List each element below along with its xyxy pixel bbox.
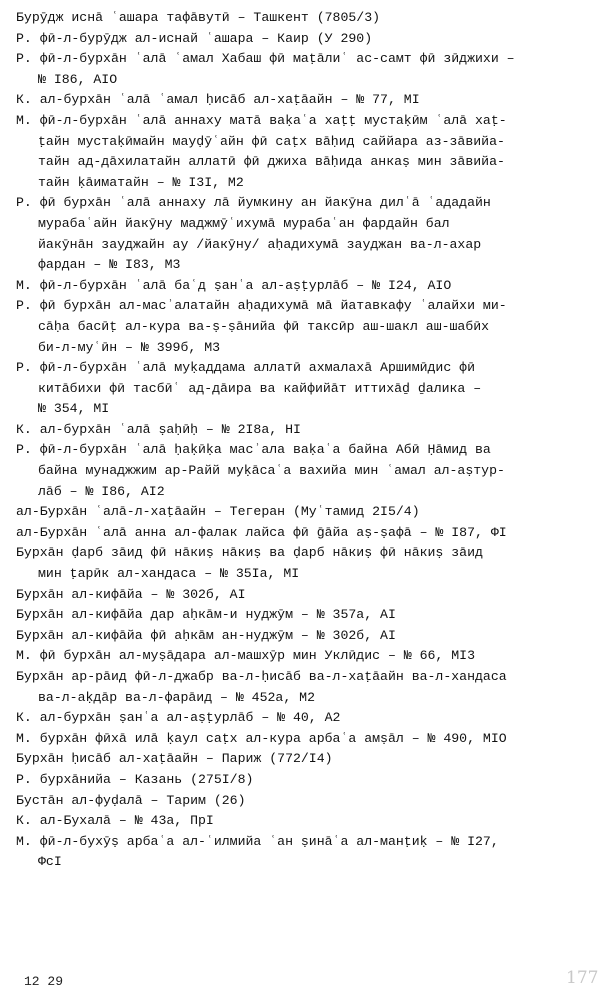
bibliography-entry bbox=[16, 811, 608, 832]
bibliography-entry bbox=[16, 543, 608, 584]
bibliography-entry bbox=[16, 193, 608, 275]
bibliography-entry bbox=[16, 440, 608, 502]
entry-continuation-line: № 354, MI bbox=[38, 401, 110, 417]
entry-line: Бурхāн ал-кифāйа фӣ аḥкāм ан-нуджӯм – № 302б, AI bbox=[16, 627, 396, 643]
entry-line: К. ал-бурхāн ʿалā ṣаḥӣḥ – № 2I8а, HI bbox=[16, 421, 301, 437]
entry-line: Р. фӣ-л-бурхāн ʿалā ʿамал Хабаш фӣ маṭāлиʿ ас-самт фӣ зӣджихи – bbox=[16, 51, 515, 67]
entry-continuation-line: тайн ḳāиматайн – № I3I, M2 bbox=[38, 174, 244, 190]
entry-continuation-line: № I86, AIO bbox=[38, 71, 118, 87]
entry-line: Р. фӣ-л-бурхāн ʿалā муḳаддама аллатӣ ахмалахā Аршимӣдис фӣ bbox=[16, 360, 475, 376]
bibliography-entry bbox=[16, 605, 608, 626]
entry-continuation-line: би-л-муʿӣн – № 399б, M3 bbox=[38, 339, 221, 355]
bibliography-entry bbox=[16, 708, 608, 729]
entry-line: Бустāн ал-фуḍалā – Тарим (26) bbox=[16, 792, 246, 808]
bibliography-entry bbox=[16, 29, 608, 50]
entry-continuation-line: мин ṭарӣк ал-хандаса – № 35Iа, MI bbox=[38, 566, 300, 582]
entry-line: М. фӣ-л-бухӯṣ арбаʿа ал-ʿилмийа ʿан ṣинāʿа ал-манṭиḳ – № I27, bbox=[16, 833, 499, 849]
bibliography-entry bbox=[16, 90, 608, 111]
bibliography-entry bbox=[16, 502, 608, 523]
entry-line: Р. фӣ бурхāн ал-масʾалатайн аḥадихумā мā йатавкафу ʿалайхи ми- bbox=[16, 298, 507, 314]
entry-line: Бурхāн ḥисāб ал-хаṭāайн – Париж (772/I4) bbox=[16, 751, 333, 767]
entry-line: М. фӣ бурхāн ал-муṣāдара ал-машхӯр мин Уклӣдис – № 66, MI3 bbox=[16, 648, 475, 664]
bibliography-entries bbox=[16, 8, 608, 873]
entry-line: Р. фӣ-л-бурӯдж ал-иснай ʿашара – Каир (У 290) bbox=[16, 30, 373, 46]
entry-line: К. ал-бурхāн ʿалā ʿамал ḥисāб ал-хаṭāайн – № 77, MI bbox=[16, 92, 420, 108]
bibliography-entry bbox=[16, 358, 608, 420]
bibliography-entry bbox=[16, 276, 608, 297]
bibliography-entry bbox=[16, 8, 608, 29]
bibliography-entry bbox=[16, 770, 608, 791]
entry-continuation-line: ṭайн мустаḳӣмайн мауḍӯʿайн фӣ саṭх вāḥид саййара аз-зāвийа- bbox=[38, 133, 505, 149]
bibliography-entry bbox=[16, 523, 608, 544]
bibliography-entry bbox=[16, 585, 608, 606]
entry-line: Бурхāн ар-рāид фӣ-л-джабр ва-л-ḥисāб ва-л-хаṭāайн ва-л-хандаса bbox=[16, 669, 507, 684]
entry-line: Р. фӣ бурхāн ʿалā аннаху лā йумкину ан йакӯна дилʿā ʿададайн bbox=[16, 195, 491, 211]
entry-line: Бурхāн ал-кифāйа – № 302б, AI bbox=[16, 586, 246, 602]
entry-line: ал-Бурхāн ʿалā анна ал-фалак лайса фӣ ḡāйа аṣ-ṣафā – № I87, ФI bbox=[16, 524, 507, 540]
bibliography-entry bbox=[16, 729, 608, 750]
entry-line: Р. фӣ-л-бурхāн ʿалā ḥаḳӣḳа масʾала ваḳаʿа байна Абӣ Ḥāмид ва bbox=[16, 442, 491, 458]
bibliography-entry bbox=[16, 749, 608, 770]
entry-continuation-line: ФсI bbox=[38, 854, 62, 870]
entry-continuation-line: ва-л-аḳдāр ва-л-фарāид – № 452а, M2 bbox=[38, 689, 315, 705]
entry-line: М. фӣ-л-бурхāн ʿалā баʿд ṣанʿа ал-аṣṭурлāб – № I24, AIO bbox=[16, 277, 452, 293]
entry-line: ал-Бурхāн ʿалā-л-хаṭāайн – Тегеран (Муʿтамид 2I5/4) bbox=[16, 504, 420, 520]
entry-line: М. фӣ-л-бурхāн ʿалā аннаху матā ваḳаʿа хаṭṭ мустаḳӣм ʿалā хаṭ- bbox=[16, 112, 507, 128]
entry-line: Бурхāн ḍарб зāид фӣ нāкиṣ нāкиṣ ва ḍарб нāкиṣ фӣ нāкиṣ зāид bbox=[16, 545, 483, 561]
bibliography-entry bbox=[16, 296, 608, 358]
entry-line: Бурхāн ал-кифāйа дар аḥкāм-и нуджӯм – № 357а, AI bbox=[16, 607, 396, 623]
bibliography-entry bbox=[16, 791, 608, 812]
entry-continuation-line: йакӯнāн зауджайн ау /йакӯну/ аḥадихумā зауджан ва-л-ахар bbox=[38, 236, 482, 252]
entry-continuation-line: лāб – № I86, AI2 bbox=[38, 483, 165, 499]
bibliography-entry bbox=[16, 832, 608, 873]
entry-continuation-line: китāбихи фӣ тасбӣʿ ад-дāира ва кайфийāт иттихāḏ ḏалика – bbox=[38, 380, 482, 396]
bibliography-entry bbox=[16, 646, 608, 667]
entry-line: К. ал-Бухалā – № 43а, ПрI bbox=[16, 813, 214, 829]
bibliography-entry bbox=[16, 667, 608, 708]
entry-continuation-line: фардан – № I83, M3 bbox=[38, 257, 181, 273]
page-number: 177 bbox=[566, 968, 599, 988]
entry-line: К. ал-бурхāн ṣанʿа ал-аṣṭурлāб – № 40, A2 bbox=[16, 710, 341, 726]
footer-code: 12 29 bbox=[24, 974, 64, 989]
entry-continuation-line: тайн ад-дāхилатайн аллатӣ фӣ джиха вāḥида анкаṣ мин зāвийа- bbox=[38, 154, 505, 170]
bibliography-entry bbox=[16, 111, 608, 193]
entry-line: Р. бурхāнийа – Казань (275I/8) bbox=[16, 771, 254, 787]
bibliography-entry bbox=[16, 626, 608, 647]
bibliography-entry bbox=[16, 49, 608, 90]
entry-line: М. бурхāн фӣхā илā ḳаул саṭх ал-кура арбаʿа амṣāл – № 490, MIO bbox=[16, 730, 507, 746]
entry-line: Бурӯдж иснā ʿашара тафāвутӣ – Ташкент (7805/3) bbox=[16, 10, 381, 25]
entry-continuation-line: сāḥа басӣṭ ал-кура ва-ṣ-ṣāнийа фӣ таксӣр аш-шакл аш-шабӣх bbox=[38, 318, 490, 334]
entry-continuation-line: мурабаʿайн йакӯну маджмӯʿихумā мурабаʿан фардайн бал bbox=[38, 215, 450, 231]
bibliography-entry bbox=[16, 420, 608, 441]
entry-continuation-line: байна мунаджжим ар-Райй муḳāсаʿа вахийа мин ʿамал ал-аṣтур- bbox=[38, 463, 505, 479]
